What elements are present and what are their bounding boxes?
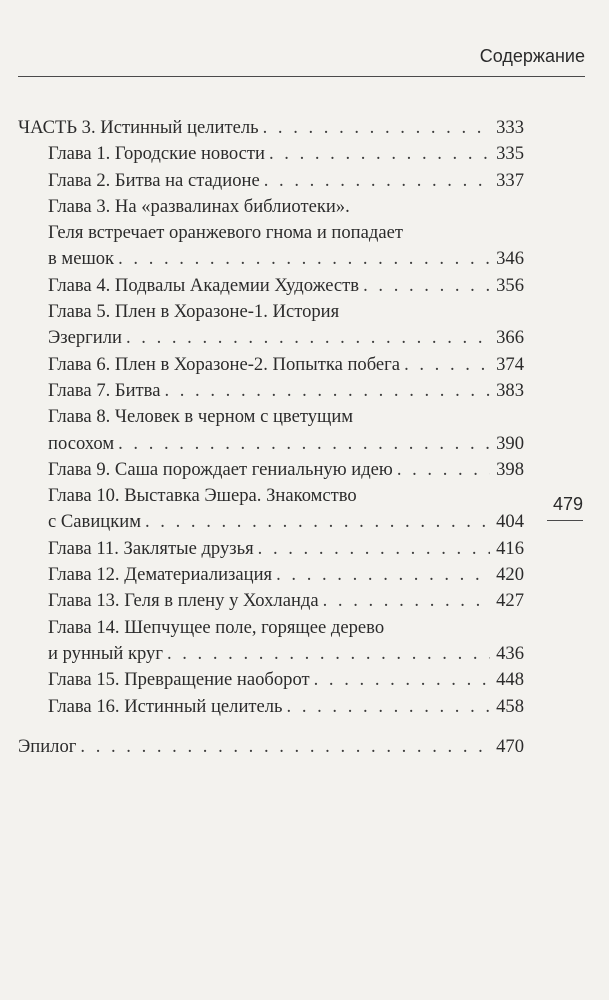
dot-leader <box>263 115 490 141</box>
toc-chapter-title-line: посохом <box>48 432 115 454</box>
dot-leader <box>118 246 490 272</box>
toc-chapter-entry[interactable] <box>18 352 524 378</box>
toc-chapter-title-line: Эзергили <box>48 327 122 349</box>
dot-leader <box>80 734 490 760</box>
dot-leader <box>164 378 490 404</box>
toc-chapter-entry[interactable] <box>18 404 524 457</box>
dot-leader <box>287 694 490 720</box>
toc-page-number: 383 <box>496 379 524 401</box>
section-gap <box>18 720 524 734</box>
toc-page-number: 356 <box>496 274 524 296</box>
dot-leader <box>145 509 490 535</box>
toc-page-number: 436 <box>496 642 524 664</box>
toc-chapter-title-line: Глава 12. Дематериализация <box>48 564 273 586</box>
toc-chapter-title-line: Глава 11. Заклятые друзья <box>48 537 254 559</box>
toc-chapter-entry[interactable] <box>18 457 524 483</box>
toc-page-number: 346 <box>496 248 524 270</box>
toc-page-number: 448 <box>496 669 524 691</box>
dot-leader <box>118 431 490 457</box>
toc-page-number: 390 <box>496 432 524 454</box>
toc-chapter-entry[interactable] <box>18 273 524 299</box>
toc-chapter-entry[interactable] <box>18 194 524 273</box>
toc-chapter-entry[interactable] <box>18 694 524 720</box>
toc-chapter-title-line: Глава 5. Плен в Хоразоне-1. История <box>48 301 340 323</box>
toc-chapter-title-line: и рунный круг <box>48 642 163 664</box>
toc-page-number: 366 <box>496 327 524 349</box>
toc-chapter-entry[interactable] <box>18 536 524 562</box>
dot-leader <box>397 457 490 483</box>
header-rule <box>18 76 585 77</box>
dot-leader <box>269 141 490 167</box>
toc-page-number: 470 <box>496 735 524 757</box>
dot-leader <box>264 168 490 194</box>
dot-leader <box>363 273 490 299</box>
toc-chapter-entry[interactable] <box>18 562 524 588</box>
toc-page-number: 335 <box>496 143 524 165</box>
toc-chapter-title-line: Глава 7. Битва <box>48 379 161 401</box>
running-head: Содержание <box>479 46 585 66</box>
toc-chapter-entry[interactable] <box>18 299 524 352</box>
toc-chapter-title-line: Глава 9. Саша порождает гениальную идею <box>48 458 393 480</box>
toc-chapter-entry[interactable] <box>18 588 524 614</box>
toc-chapter-title-line: Глава 2. Битва на стадионе <box>48 169 260 191</box>
toc-page-number: 398 <box>496 458 524 480</box>
folio-rule <box>547 520 583 521</box>
chapter-list <box>18 141 524 720</box>
dot-leader <box>126 325 490 351</box>
toc-page-number: 420 <box>496 564 524 586</box>
toc-epilogue-title: Эпилог <box>18 735 77 757</box>
toc-chapter-title-line: Глава 15. Превращение наоборот <box>48 669 310 691</box>
toc-chapter-title-line: Глава 3. На «развалинах библиотеки». <box>48 195 350 217</box>
toc-chapter-title-line: Глава 4. Подвалы Академии Художеств <box>48 274 360 296</box>
toc-part-entry[interactable] <box>18 115 524 141</box>
toc-part-title: ЧАСТЬ 3. Истинный целитель <box>18 117 259 138</box>
toc-chapter-title-line: Глава 6. Плен в Хоразоне-2. Попытка побега <box>48 353 401 375</box>
toc-page-number: 404 <box>496 511 524 533</box>
toc-page-number: 427 <box>496 590 524 612</box>
toc-chapter-title-line: Глава 8. Человек в черном с цветущим <box>48 406 354 428</box>
dot-leader <box>258 536 490 562</box>
toc-chapter-entry[interactable] <box>18 141 524 167</box>
toc-chapter-entry[interactable] <box>18 483 524 536</box>
toc-chapter-title-line: Глава 16. Истинный целитель <box>48 695 283 717</box>
toc-chapter-title-line: Глава 14. Шепчущее поле, горящее дерево <box>48 616 385 638</box>
dot-leader <box>276 562 490 588</box>
dot-leader <box>323 588 490 614</box>
toc-chapter-title-line: с Савицким <box>48 511 141 533</box>
dot-leader <box>404 352 490 378</box>
toc-chapter-title-line: Геля встречает оранжевого гнома и попадает <box>48 222 403 244</box>
dot-leader <box>167 641 490 667</box>
toc-chapter-entry[interactable] <box>18 667 524 693</box>
toc-chapter-entry[interactable] <box>18 378 524 404</box>
table-of-contents <box>18 115 524 760</box>
dot-leader <box>314 667 490 693</box>
page-folio: 479 <box>552 494 583 514</box>
toc-chapter-entry[interactable] <box>18 168 524 194</box>
toc-chapter-title-line: Глава 10. Выставка Эшера. Знакомство <box>48 485 357 507</box>
toc-chapter-entry[interactable] <box>18 615 524 668</box>
toc-chapter-title-line: Глава 13. Геля в плену у Хохланда <box>48 590 319 612</box>
toc-page-number: 333 <box>496 117 524 138</box>
toc-epilogue-entry[interactable] <box>18 734 524 760</box>
toc-page-number: 374 <box>496 353 524 375</box>
toc-page-number: 337 <box>496 169 524 191</box>
toc-page-number: 416 <box>496 537 524 559</box>
toc-chapter-title-line: в мешок <box>48 248 115 270</box>
toc-page-number: 458 <box>496 695 524 717</box>
toc-chapter-title-line: Глава 1. Городские новости <box>48 143 265 165</box>
